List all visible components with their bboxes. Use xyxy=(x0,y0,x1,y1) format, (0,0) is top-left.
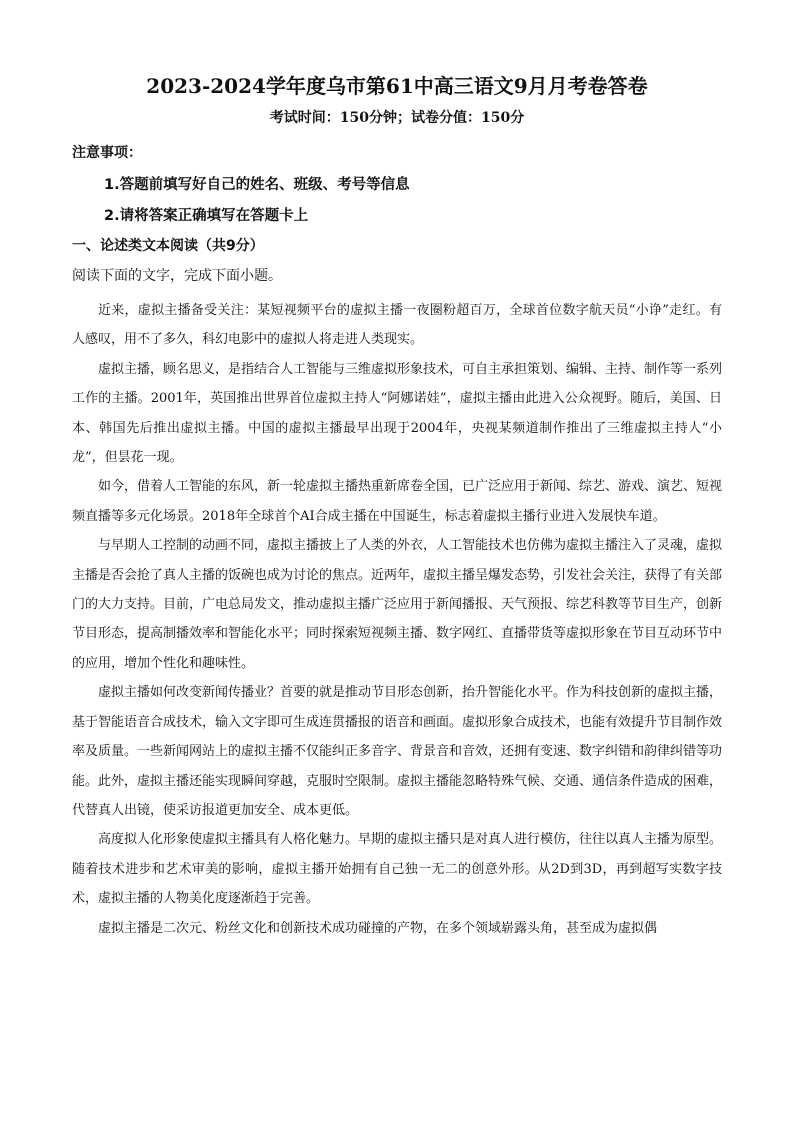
section-heading: 一、论述类文本阅读（共9分） xyxy=(72,238,264,254)
reading-passage xyxy=(72,296,722,943)
exam-subtitle: 考试时间：150分钟；试卷分值：150分 xyxy=(269,110,525,126)
passage-paragraph: 近来，虚拟主播备受关注：某短视频平台的虚拟主播一夜圈粉超百万，全球首位数字航天员“小诤”走红。有人感叹，用不了多久，科幻电影中的虚拟人将走进人类现实。 xyxy=(72,303,722,348)
passage-paragraph: 与早期人工控制的动画不同，虚拟主播披上了人类的外衣，人工智能技术也仿佛为虚拟主播注入了灵魂，虚拟主播是否会抢了真人主播的饭碗也成为讨论的焦点。近两年，虚拟主播呈爆发态势，引发社会关注，获得了有关部门的大力支持。目前，广电总局发文，推动虚拟主播广泛应用于新闻播报、天气预报、综艺科教等节目生产，创新节目形态，提高制播效率和智能化水平；同时探索短视频主播、数字网红、直播带货等虚拟形象在节目互动环节中的应用，增加个性化和趣味性。 xyxy=(72,538,723,671)
passage-paragraph: 虚拟主播，顾名思义，是指结合人工智能与三维虚拟形象技术，可自主承担策划、编辑、主持、制作等一系列工作的主播。2001年，英国推出世界首位虚拟主持人“阿娜诺娃”，虚拟主播由此进入公众视野。随后，美国、日本、韩国先后推出虚拟主播。中国的虚拟主播最早出现于2004年，央视某频道制作推出了三维虚拟主持人“小龙”，但昙花一现。 xyxy=(72,361,723,466)
section-instruction: 阅读下面的文字，完成下面小题。 xyxy=(72,268,282,284)
passage-paragraph: 高度拟人化形象使虚拟主播具有人格化魅力。早期的虚拟主播只是对真人进行模仿，往往以真人主播为原型。随着技术进步和艺术审美的影响，虚拟主播开始拥有自己独一无二的创意外形。从2D到3D，再到超写实数字技术，虚拟主播的人物美化度逐渐趋于完善。 xyxy=(72,832,723,907)
passage-paragraph: 虚拟主播是二次元、粉丝文化和创新技术成功碰撞的产物，在多个领域崭露头角，甚至成为虚拟偶 xyxy=(98,920,658,936)
note-item: 2.请将答案正确填写在答题卡上 xyxy=(104,208,309,224)
note-item: 1.答题前填写好自己的姓名、班级、考号等信息 xyxy=(104,177,410,193)
passage-paragraph: 虚拟主播如何改变新闻传播业？首要的就是推动节目形态创新，抬升智能化水平。作为科技创新的虚拟主播，基于智能语音合成技术，输入文字即可生成连贯播报的语音和画面。虚拟形象合成技术，也能有效提升节目制作效率及质量。一些新闻网站上的虚拟主播不仅能纠正多音字、背景音和音效，还拥有变速、数字纠错和韵律纠错等功能。此外，虚拟主播还能实现瞬间穿越，克服时空限制。虚拟主播能忽略特殊气候、交通、通信条件造成的困难，代替真人出镜，使采访报道更加安全、成本更低。 xyxy=(72,685,723,818)
notes-heading: 注意事项： xyxy=(72,145,142,161)
passage-paragraph: 如今，借着人工智能的东风，新一轮虚拟主播热重新席卷全国，已广泛应用于新闻、综艺、游戏、演艺、短视频直播等多元化场景。2018年全球首个AI合成主播在中国诞生，标志着虚拟主播行业进入发展快车道。 xyxy=(72,479,723,524)
exam-title: 2023-2024学年度乌市第61中高三语文9月月考卷答卷 xyxy=(146,74,648,98)
